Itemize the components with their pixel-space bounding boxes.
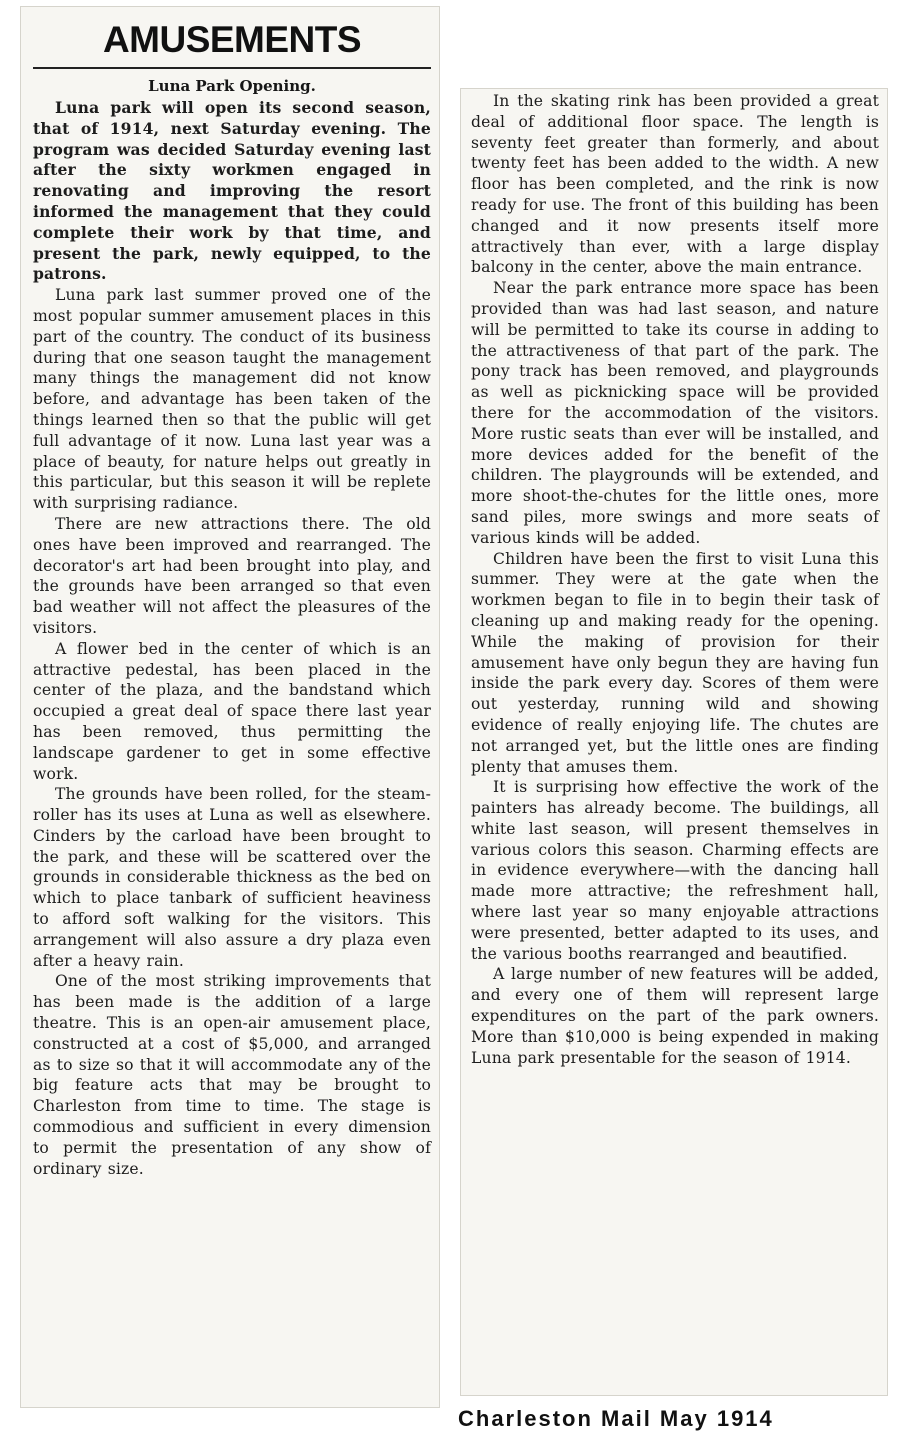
paragraph-7: In the skating rink has been provided a great deal of additional floor space. The length is seventy feet greater than formerly, and about twenty feet has been added to the width. A new floor has been completed, and the rink is now ready for use. The front of this building has been changed and it now presents itself more attractively than ever, with a large display balcony in the center, above the main entrance. <box>471 92 879 277</box>
paragraph-6: One of the most striking improvements that has been made is the addition of a large theatre. This is an open-air amusement place, constructed at a cost of $5,000, and arranged as to size so that it will accommodate any of the big feature acts that may be brought to Charleston from time to time. The stage is commodious and sufficient in every dimension to permit the presentation of any show of ordinary size. <box>33 972 431 1178</box>
paragraph-10: It is surprising how effective the work of the painters has already become. The buildings, all white last season, will present themselves in various colors this season. Charming effects are in evidence everywhere—with the dancing hall made more attractive; the refreshment hall, where last year so many enjoyable attractions were presented, better adapted to its uses, and the various booths rearranged and beautified. <box>471 778 879 963</box>
paragraph-9: Children have been the first to visit Luna this summer. They were at the gate when the workmen began to file in to begin their task of cleaning up and making ready for the opening. While the making of provision for their amusement have only begun they are having fun inside the park every day. Scores of them were out yesterday, running wild and showing evidence of really enjoying life. The chutes are not arranged yet, but the little ones are finding plenty that amuses them. <box>471 549 879 776</box>
left-clipping <box>20 6 440 1408</box>
paragraph-5: The grounds have been rolled, for the steam-roller has its uses at Luna as well as elsewhere. Cinders by the carload have been brought to the park, and these will be scattered over the grounds in considerable thickness as the bed on which to place tanbark of sufficient heaviness to afford soft walking for the visitors. This arrangement will also assure a dry plaza even after a heavy rain. <box>33 785 431 970</box>
headline-rule <box>33 67 431 69</box>
paragraph-4: A flower bed in the center of which is an attractive pedestal, has been placed in the center of the plaza, and the bandstand which occupied a great deal of space there last year has been removed, thus permitting the landscape gardener to get in some effective work. <box>33 639 431 783</box>
paragraph-11: A large number of new features will be added, and every one of them will represent large expenditures on the part of the park owners. More than $10,000 is being expended in making Luna park presentable for the season of 1914. <box>471 965 879 1067</box>
section-headline: AMUSEMENTS <box>102 19 362 60</box>
paragraph-8: Near the park entrance more space has been provided than was had last season, and nature will be permitted to take its course in adding to the attractiveness of that part of the park. The pony track has been removed, and playgrounds as well as picknicking space will be provided there for the accommodation of the visitors. More rustic seats than ever will be installed, and more devices added for the benefit of the children. The playgrounds will be extended, and more shoot-the-chutes for the little ones, more sand piles, more swings and more seats of various kinds will be added. <box>471 279 879 547</box>
article-subhead: Luna Park Opening. <box>148 77 316 95</box>
source-caption: Charleston Mail May 1914 <box>458 1406 774 1431</box>
right-clipping <box>460 88 888 1396</box>
paragraph-3: There are new attractions there. The old ones have been improved and rearranged. The decorator's art had been brought into play, and the grounds have been arranged so that even bad weather will not affect the pleasures of the visitors. <box>33 514 431 637</box>
paragraph-1: Luna park will open its second season, that of 1914, next Saturday evening. The program was decided Saturday evening last after the sixty workmen engaged in renovating and improving the resort informed the management that they could complete their work by that time, and present the park, newly equipped, to the patrons. <box>33 98 431 284</box>
paragraph-2: Luna park last summer proved one of the most popular summer amusement places in this part of the country. The conduct of its business during that one season taught the management many things the management did not know before, and advantage has been taken of the things learned then so that the public will get full advantage of it now. Luna last year was a place of beauty, for nature helps out greatly in this particular, but this season it will be replete with surprising radiance. <box>33 286 431 513</box>
